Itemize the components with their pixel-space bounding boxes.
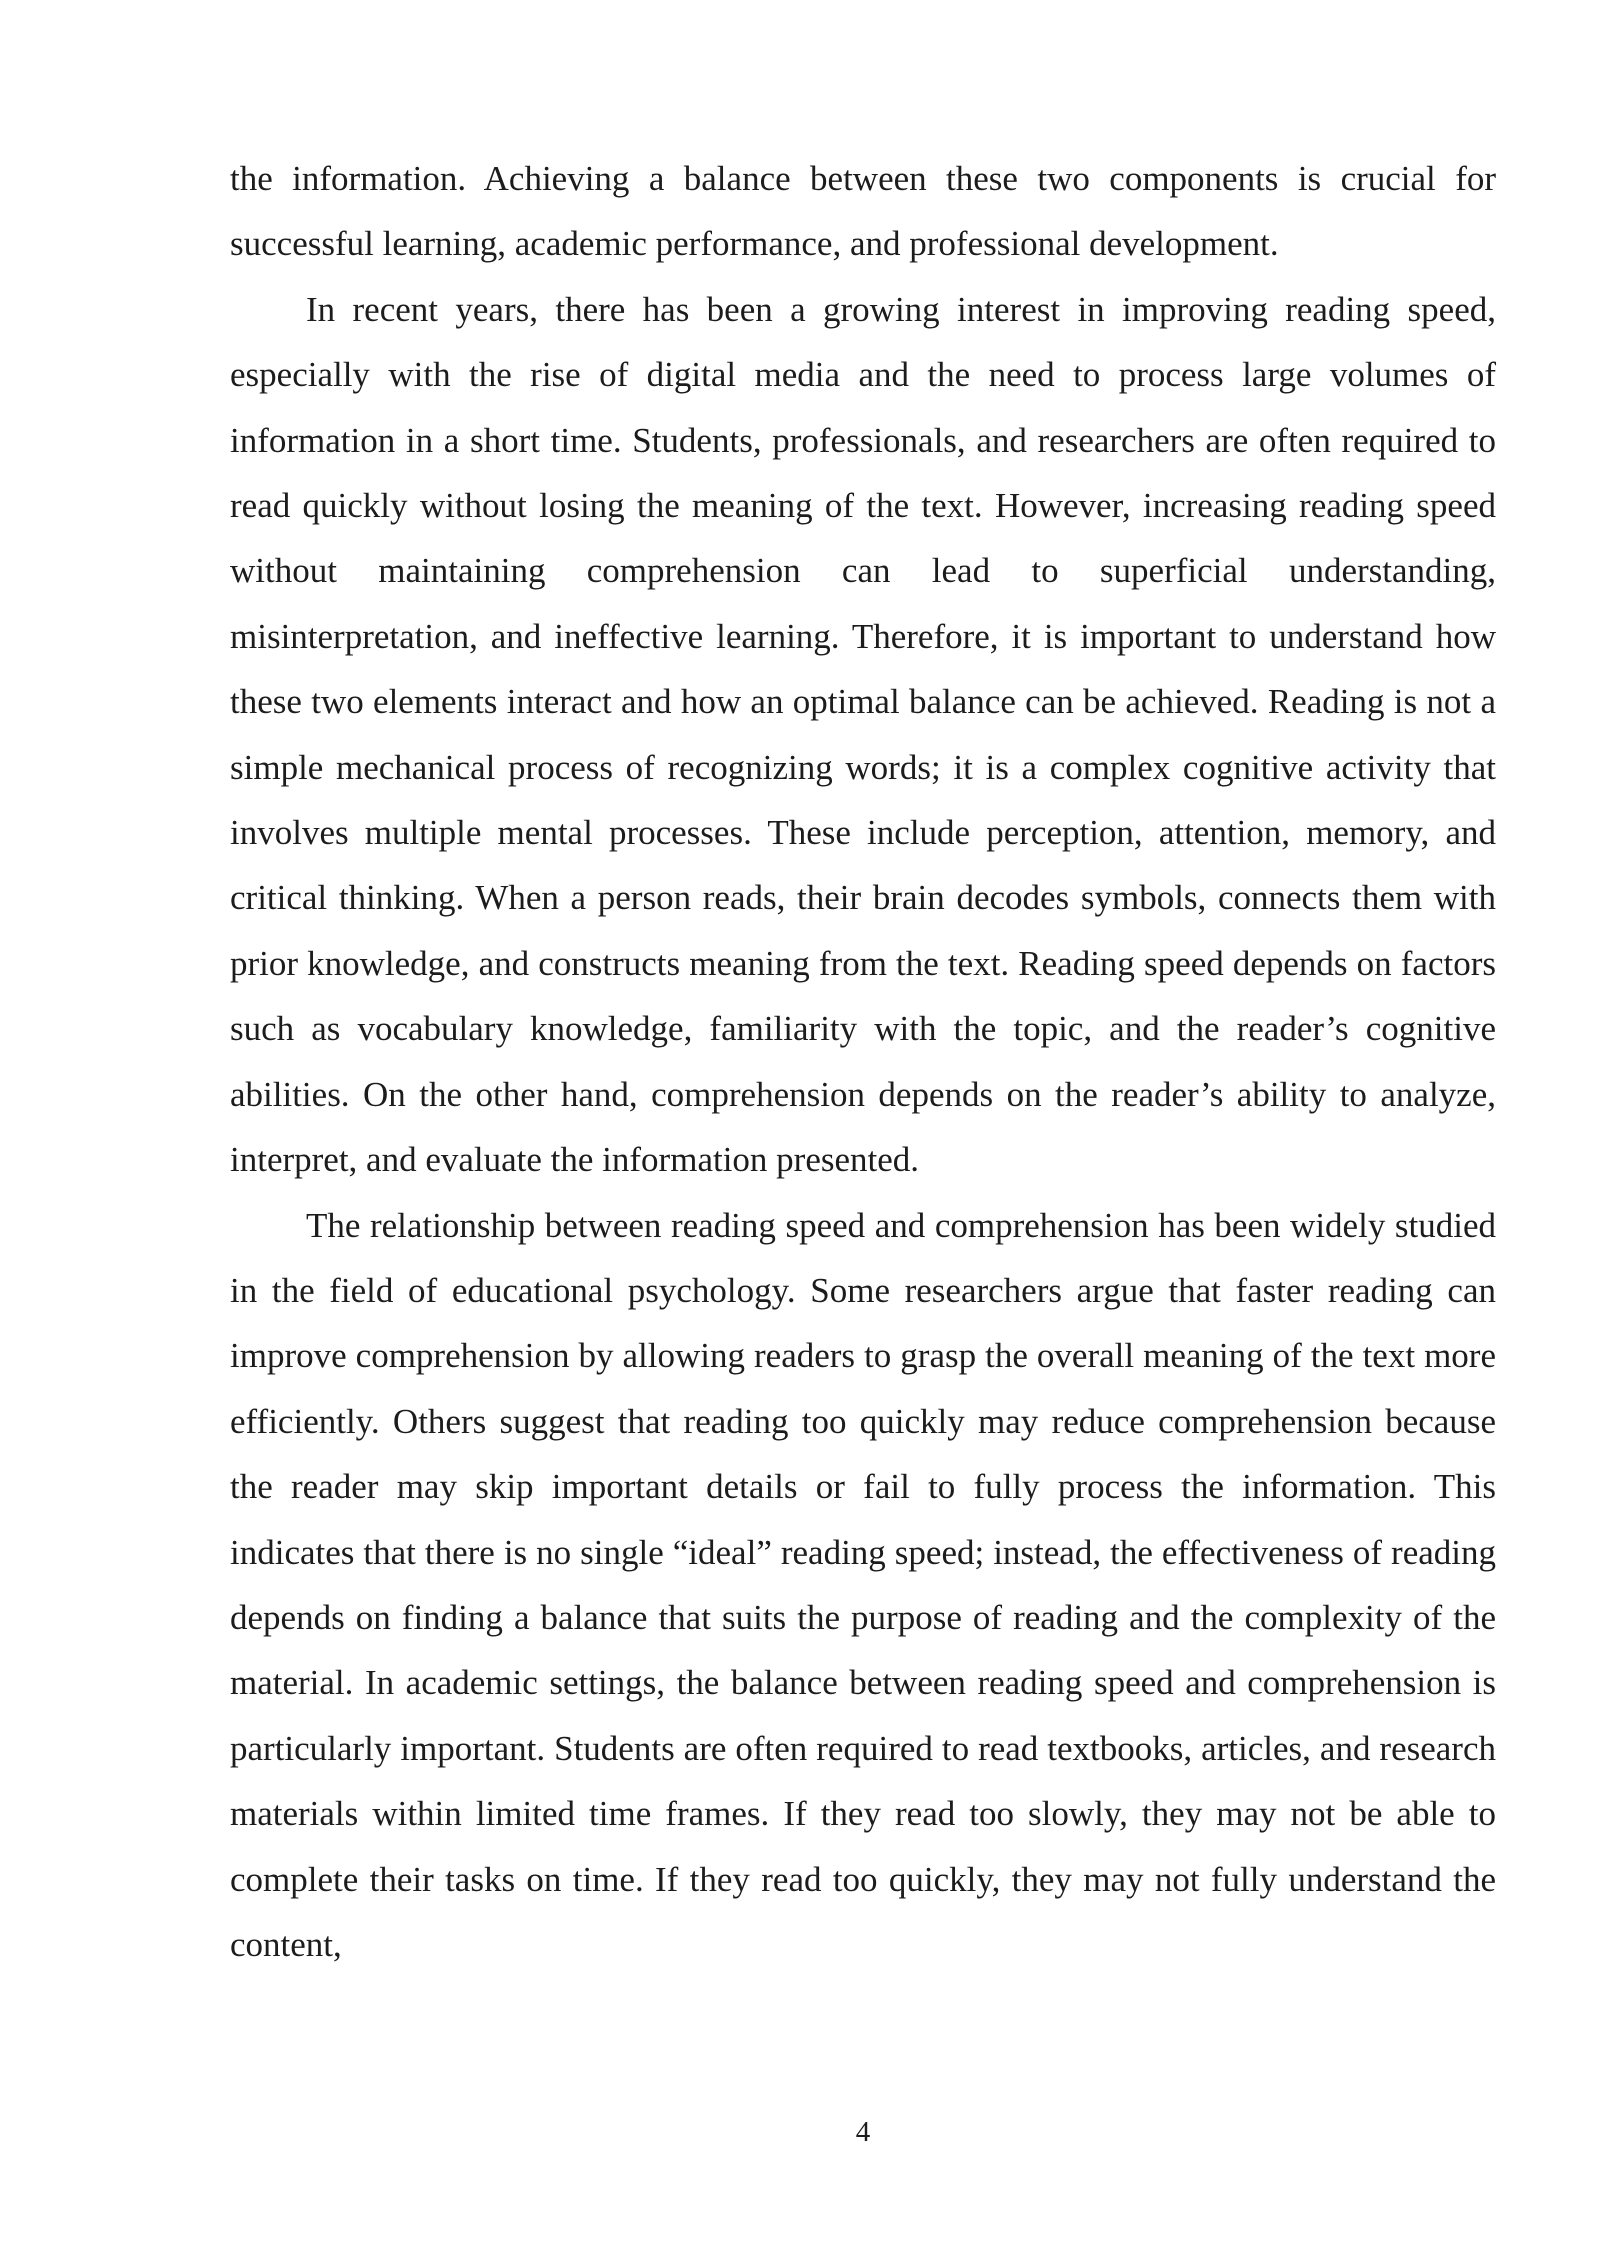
page-number: 4 xyxy=(855,2116,871,2148)
paragraph-speed-comprehension-relationship: The relationship between reading speed and comprehension has been widely studied in the field of educational psychology. Some researchers argue that faster reading can improve comprehension by allowing readers to grasp the overall meaning of the text more efficiently. Others suggest that reading too quickly may reduce comprehension because the reader may skip important details or fail to fully process the information. This indicates that there is no single “ideal” reading speed; instead, the effectiveness of reading depends on finding a balance that suits the purpose of reading and the complexity of the material. In academic settings, the balance between reading speed and comprehension is particularly important. Students are often required to read textbooks, articles, and research materials within limited time frames. If they read too slowly, they may not be able to complete their tasks on time. If they read too quickly, they may not fully understand the content, xyxy=(230,1205,1496,1964)
body-text xyxy=(230,146,1496,1977)
paragraph-continuation: the information. Achieving a balance between these two components is crucial for successful learning, academic performance, and professional development. xyxy=(230,159,1496,264)
paragraph-reading-speed-interest: In recent years, there has been a growing interest in improving reading speed, especially with the rise of digital media and the need to process large volumes of information in a short time. Students, professionals, and researchers are often required to read quickly without losing the meaning of the text. However, increasing reading speed without maintaining comprehension can lead to superficial understanding, misinterpretation, and ineffective learning. Therefore, it is important to understand how these two elements interact and how an optimal balance can be achieved. Reading is not a simple mechanical process of recognizing words; it is a complex cognitive activity that involves multiple mental processes. These include perception, attention, memory, and critical thinking. When a person reads, their brain decodes symbols, connects them with prior knowledge, and constructs meaning from the text. Reading speed depends on factors such as vocabulary knowledge, familiarity with the topic, and the reader’s cognitive abilities. On the other hand, comprehension depends on the reader’s ability to analyze, interpret, and evaluate the information presented. xyxy=(230,289,1496,1180)
